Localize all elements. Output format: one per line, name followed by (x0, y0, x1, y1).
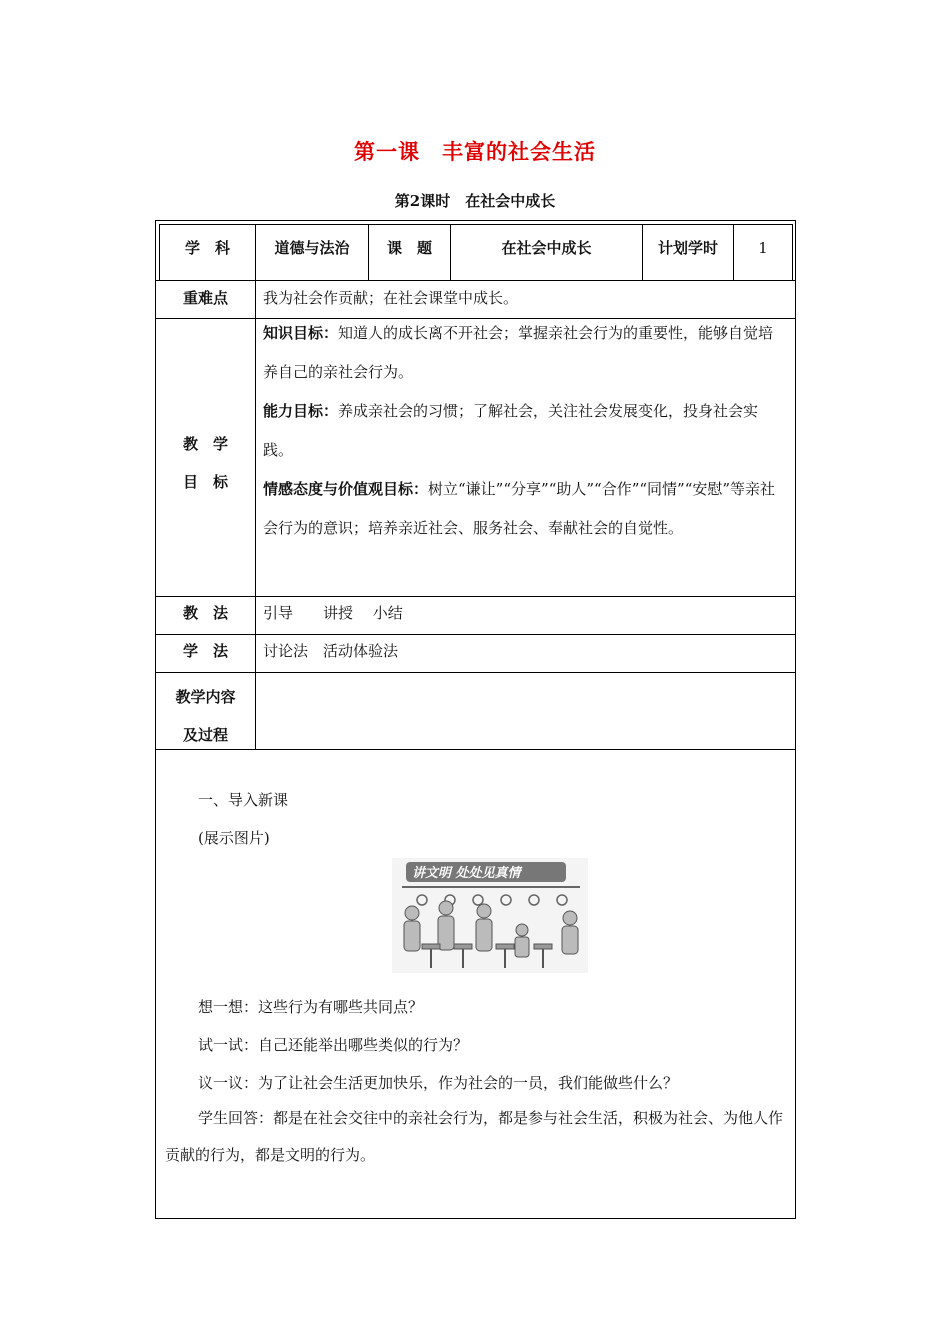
learning-method-label: 学 法 (182, 642, 228, 660)
emotion-objective (263, 470, 787, 548)
ability-objective (263, 392, 787, 470)
teaching-method-value: 引导 讲授 小结 (263, 604, 403, 622)
key-points-label: 重难点 (182, 289, 228, 307)
objectives-label-line2: 目 标 (182, 473, 228, 491)
objectives-label-line1: 教 学 (182, 435, 228, 453)
emotion-objective-title: 情感态度与价值观目标： (263, 480, 429, 498)
think-prompt: 想一想：这些行为有哪些共同点？ (198, 998, 424, 1016)
show-picture-note: (展示图片) (198, 829, 270, 847)
subject-label: 学 科 (184, 239, 230, 257)
subject-value: 道德与法治 (274, 239, 350, 257)
discuss-prompt: 议一议：为了让社会生活更加快乐，作为社会的一员，我们能做些什么？ (198, 1074, 679, 1092)
hours-value: 1 (758, 239, 768, 257)
objectives-content (263, 314, 787, 548)
process-label (156, 678, 255, 754)
illustration-caption: 讲文明 处处见真情 (412, 866, 521, 881)
topic-label: 课 题 (386, 239, 432, 257)
student-answer: 学生回答：都是在社会交往中的亲社会行为，都是参与社会生活，积极为社会、为他人作贡献的行为，都是文明的行为。 (165, 1109, 784, 1164)
topic-value: 在社会中成长 (501, 239, 592, 257)
illustration (392, 858, 588, 973)
key-points-value: 我为社会作贡献；在社会课堂中成长。 (263, 289, 519, 307)
teaching-method-label: 教 法 (182, 604, 228, 622)
hours-label: 计划学时 (657, 239, 718, 257)
illustration-svg (392, 858, 588, 973)
section-heading: 一、导入新课 (198, 791, 289, 809)
knowledge-objective (263, 314, 787, 392)
try-prompt: 试一试：自己还能举出哪些类似的行为？ (198, 1036, 469, 1054)
knowledge-objective-text: 知道人的成长离不开社会；掌握亲社会行为的重要性，能够自觉培养自己的亲社会行为。 (263, 324, 774, 381)
ability-objective-text: 养成亲社会的习惯；了解社会，关注社会发展变化，投身社会实践。 (263, 402, 759, 459)
page-title: 第一课 丰富的社会生活 (354, 139, 596, 164)
process-label-line1: 教学内容 (175, 688, 236, 706)
ability-objective-title: 能力目标： (263, 402, 339, 420)
emotion-objective-text: 树立“谦让”“分享”“助人”“合作”“同情”“安慰”等亲社会行为的意识；培养亲近社会、服务社会、奉献社会的自觉性。 (263, 480, 776, 537)
page-subtitle: 第2课时 在社会中成长 (394, 192, 556, 210)
knowledge-objective-title: 知识目标： (263, 324, 339, 342)
objectives-label (156, 425, 255, 501)
learning-method-value: 讨论法 活动体验法 (263, 642, 399, 660)
process-label-line2: 及过程 (182, 726, 228, 744)
